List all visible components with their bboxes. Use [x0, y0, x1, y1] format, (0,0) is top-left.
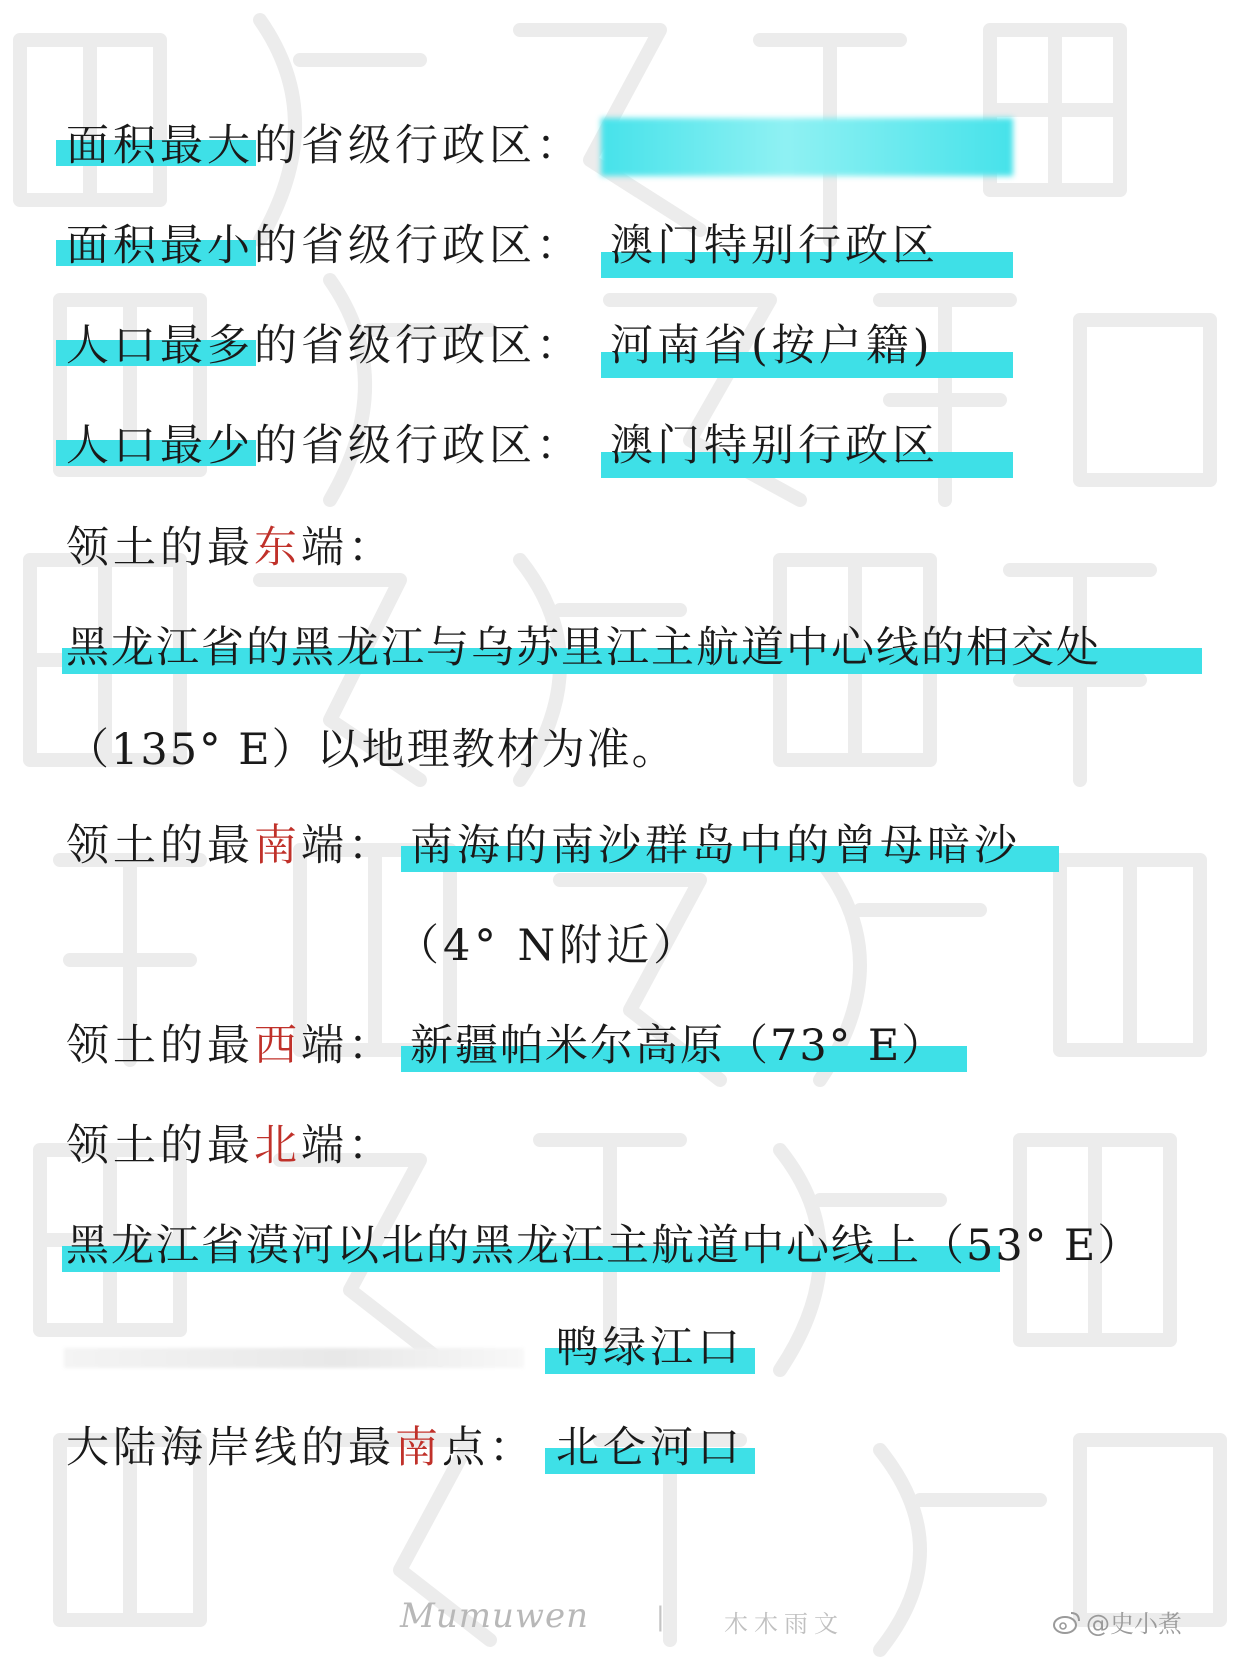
row-answer [410, 818, 1021, 874]
answer-text: 河南省(按户籍) [610, 321, 934, 371]
label-prefix: 领土的最 [66, 523, 254, 573]
row-smallest-area [66, 218, 583, 274]
direction-char: 南 [254, 821, 301, 871]
row-answer [410, 1018, 946, 1074]
label-prefix: 领土的最 [66, 821, 254, 871]
row-label-keyword: 面积最小 [66, 221, 254, 271]
signature-script [400, 1596, 589, 1636]
label-suffix: 端： [301, 1121, 395, 1171]
row-largest-population [66, 318, 583, 374]
row-northernmost-value [66, 1218, 1142, 1274]
label-suffix: 端： [301, 1021, 395, 1071]
row-label-suffix: 的省级行政区： [254, 421, 583, 471]
weibo-icon [1052, 1609, 1082, 1635]
answer-text: 黑龙江省的黑龙江与乌苏里江主航道中心线的相交处 [66, 623, 1101, 673]
row-label-keyword: 面积最大 [66, 121, 254, 171]
redacted-label-block [64, 1348, 524, 1368]
row-smallest-population [66, 418, 583, 474]
row-answer [610, 318, 934, 374]
note-text: （135° E）以地理教材为准。 [66, 725, 677, 775]
label-prefix: 领土的最 [66, 1121, 254, 1171]
redacted-answer-block [601, 118, 1013, 176]
direction-char: 东 [254, 523, 301, 573]
direction-char: 西 [254, 1021, 301, 1071]
row-easternmost-label [66, 520, 395, 576]
brand-text: 木木雨文 [724, 1610, 844, 1638]
direction-char: 北 [254, 1121, 301, 1171]
row-westernmost [66, 1018, 395, 1074]
row-easternmost-note [66, 722, 677, 778]
row-label-keyword: 人口最多 [66, 321, 254, 371]
answer-text: 澳门特别行政区 [610, 221, 939, 271]
row-label-keyword: 人口最少 [66, 421, 254, 471]
footer-brand [724, 1604, 844, 1639]
row-easternmost-value [66, 620, 1101, 676]
row-label-suffix: 的省级行政区： [254, 321, 583, 371]
row-coastline-northernmost [556, 1320, 744, 1376]
label-suffix: 端： [301, 523, 395, 573]
answer-text: 黑龙江省漠河以北的黑龙江主航道中心线上 [66, 1221, 921, 1271]
answer-text: 北仑河口 [556, 1423, 744, 1473]
row-southernmost-note [396, 918, 700, 974]
row-answer [556, 1420, 744, 1476]
note-text: （53° E） [921, 1221, 1143, 1271]
footer-divider [656, 1602, 665, 1632]
answer-text: 澳门特别行政区 [610, 421, 939, 471]
label-prefix: 大陆海岸线的最 [66, 1423, 395, 1473]
weibo-watermark [1052, 1604, 1182, 1639]
row-label-suffix: 的省级行政区： [254, 121, 583, 171]
row-label-suffix: 的省级行政区： [254, 221, 583, 271]
weibo-handle-text: @史小煮 [1086, 1610, 1182, 1638]
note-text: （4° N附近） [396, 921, 701, 971]
signature-text: Mumuwen [400, 1596, 589, 1636]
row-southernmost [66, 818, 395, 874]
direction-char: 南 [395, 1423, 442, 1473]
answer-text: 南海的南沙群岛中的曾母暗沙 [410, 821, 1021, 871]
label-suffix: 点： [442, 1423, 536, 1473]
divider-text: | [656, 1602, 665, 1632]
label-prefix: 领土的最 [66, 1021, 254, 1071]
row-answer [610, 218, 939, 274]
answer-text: 新疆帕米尔高原（73° E） [410, 1021, 947, 1071]
row-northernmost-label [66, 1118, 395, 1174]
answer-text: 鸭绿江口 [556, 1323, 744, 1373]
row-answer [610, 418, 939, 474]
label-suffix: 端： [301, 821, 395, 871]
row-coastline-southernmost [66, 1420, 536, 1476]
row-largest-area [66, 118, 583, 174]
